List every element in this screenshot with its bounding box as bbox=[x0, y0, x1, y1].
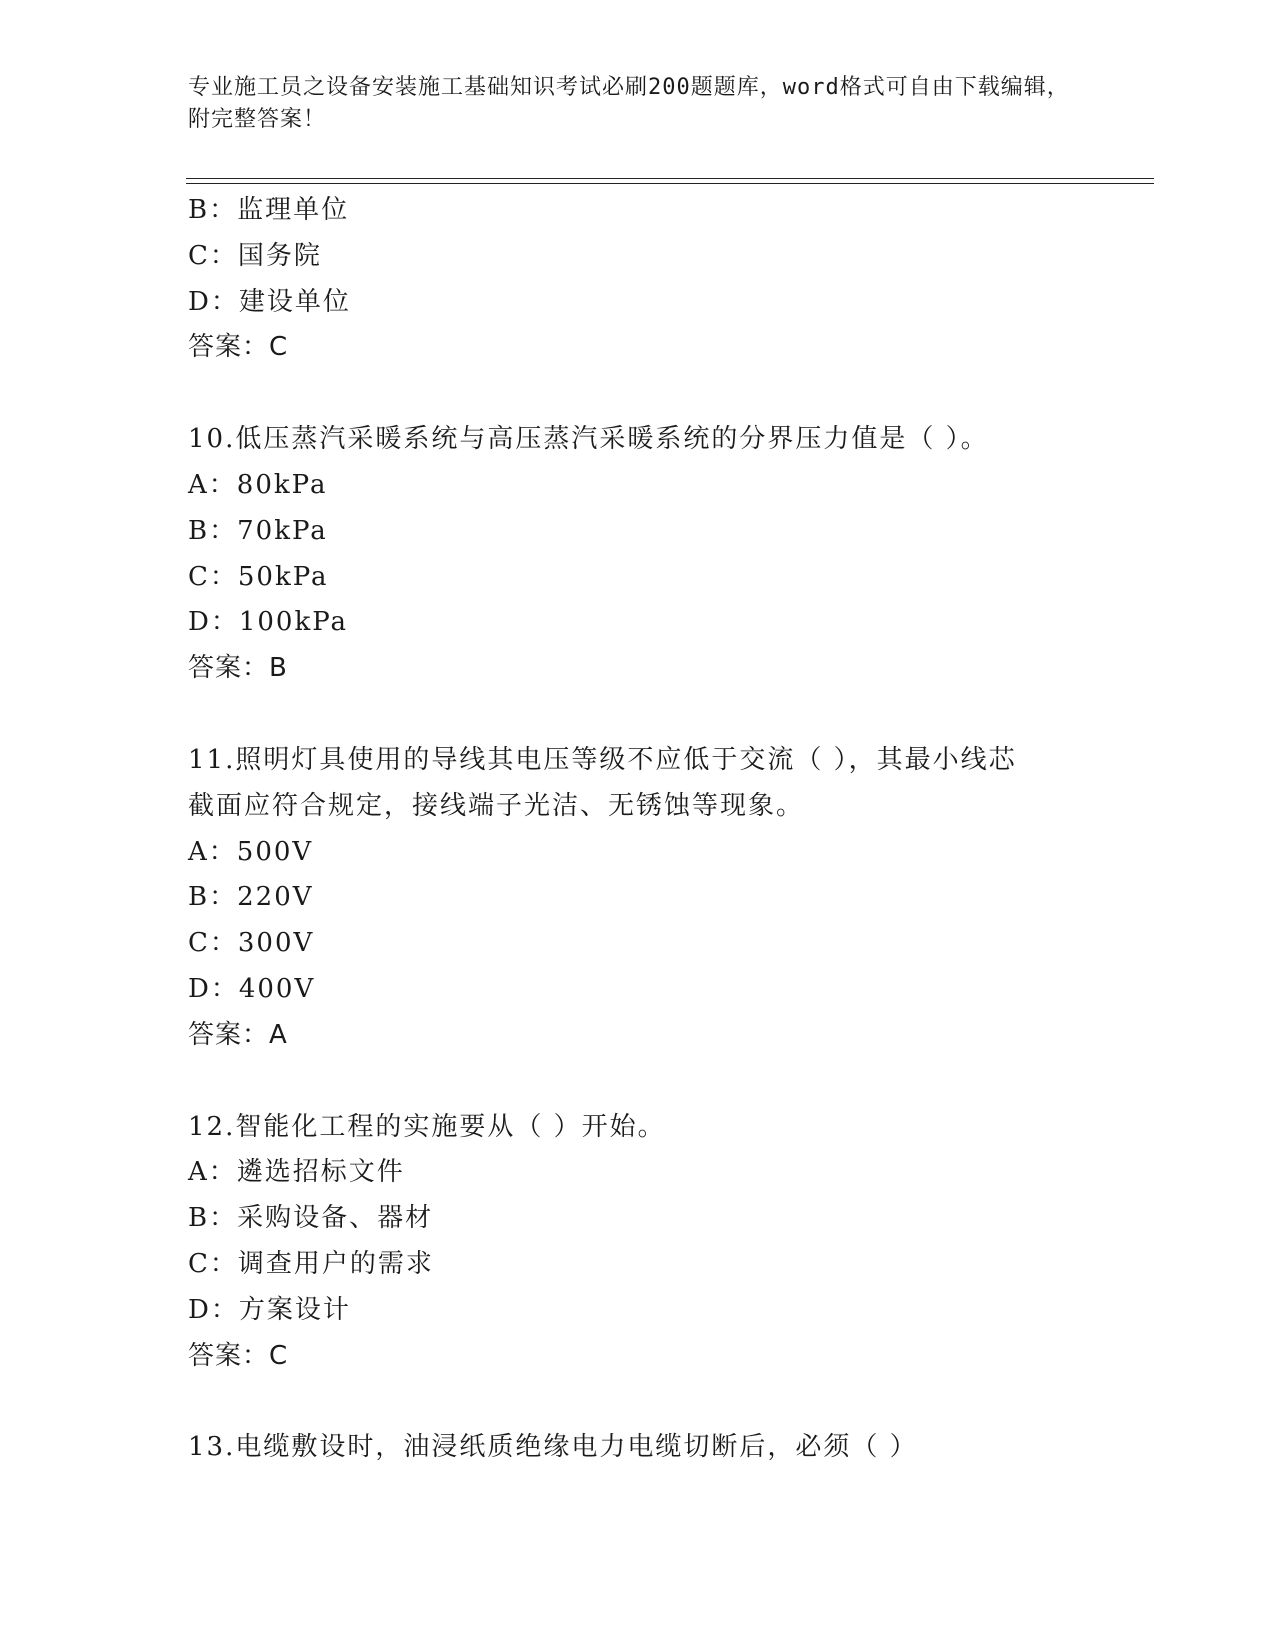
option-c: C：300V bbox=[188, 928, 315, 959]
option-c: C：50kPa bbox=[188, 561, 329, 592]
option-a: A：80kPa bbox=[188, 469, 328, 500]
question-stem: 13.电缆敷设时，油浸纸质绝缘电力电缆切断后，必须（ ） bbox=[188, 1432, 918, 1463]
answer: 答案：B bbox=[188, 653, 288, 684]
option-a: A：500V bbox=[188, 836, 314, 867]
option-a: A：遴选招标文件 bbox=[188, 1157, 405, 1188]
answer: 答案：C bbox=[188, 332, 289, 363]
question-block-12 bbox=[188, 1105, 1088, 1380]
question-stem: 10.低压蒸汽采暖系统与高压蒸汽采暖系统的分界压力值是（ ）。 bbox=[188, 424, 989, 455]
header-divider-top bbox=[186, 178, 1154, 179]
option-d: D：400V bbox=[188, 973, 316, 1004]
option-b: B：220V bbox=[188, 882, 314, 913]
option-d: D：建设单位 bbox=[188, 286, 351, 317]
option-d: D：100kPa bbox=[188, 607, 349, 638]
option-b: B：监理单位 bbox=[188, 195, 350, 225]
question-block-9 bbox=[188, 188, 1088, 371]
document-header bbox=[188, 72, 1088, 136]
question-block-10 bbox=[188, 417, 1088, 692]
question-stem-line-2: 截面应符合规定，接线端子光洁、无锈蚀等现象。 bbox=[188, 790, 805, 821]
header-text: 专业施工员之设备安装施工基础知识考试必刷200题题库，word格式可自由下载编辑，附完整答案！ bbox=[188, 75, 1070, 132]
option-c: C：调查用户的需求 bbox=[188, 1248, 434, 1279]
question-stem: 12.智能化工程的实施要从（ ）开始。 bbox=[188, 1111, 666, 1142]
option-b: B：采购设备、器材 bbox=[188, 1203, 434, 1234]
question-block-11 bbox=[188, 738, 1088, 1059]
option-b: B：70kPa bbox=[188, 515, 328, 546]
option-d: D：方案设计 bbox=[188, 1294, 351, 1325]
answer: 答案：A bbox=[188, 1019, 288, 1050]
question-list bbox=[188, 188, 1088, 1471]
question-stem-line-1: 11.照明灯具使用的导线其电压等级不应低于交流（ ），其最小线芯 bbox=[188, 744, 1017, 775]
header-divider-bottom bbox=[186, 183, 1154, 184]
question-block-13 bbox=[188, 1425, 1088, 1471]
answer: 答案：C bbox=[188, 1340, 289, 1371]
option-c: C：国务院 bbox=[188, 240, 322, 271]
